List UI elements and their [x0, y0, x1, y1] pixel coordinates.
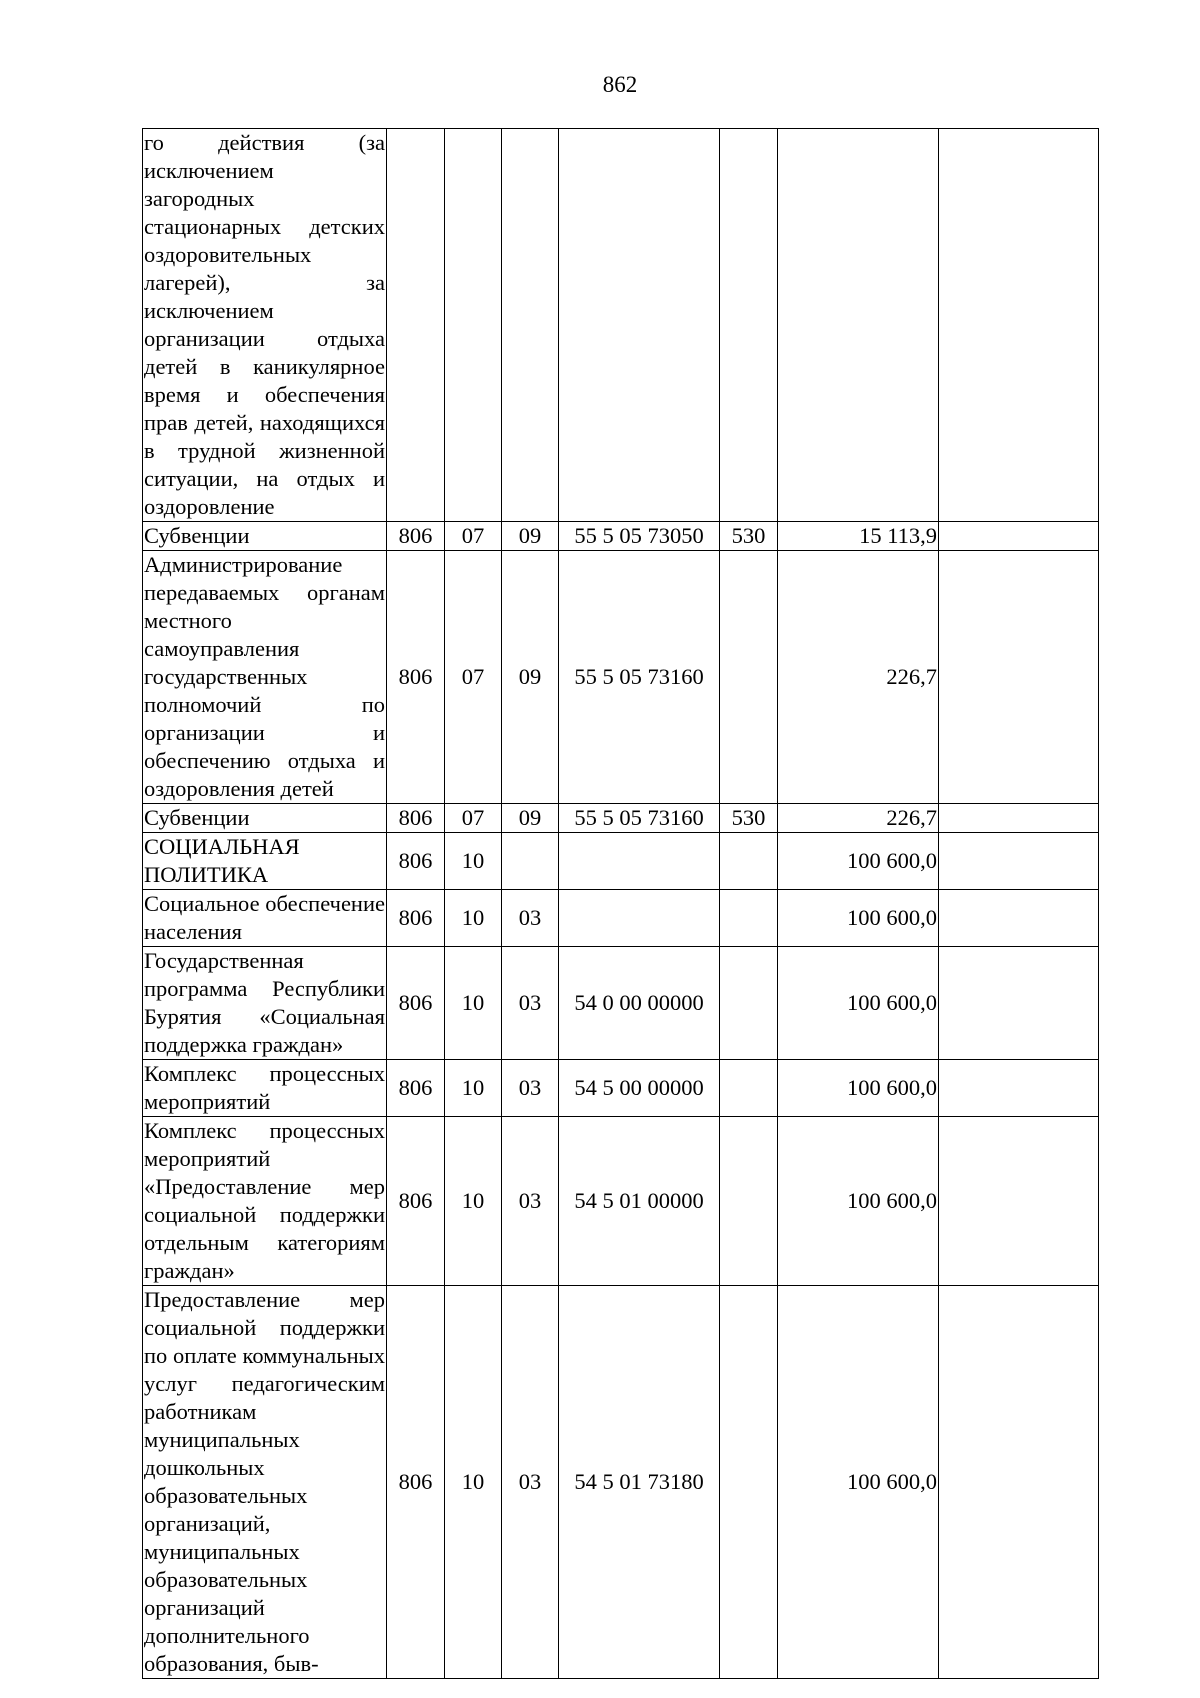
- cell-pr: [502, 833, 559, 890]
- table-row: [143, 129, 1099, 522]
- cell-ved: [387, 129, 445, 522]
- page-number: 862: [602, 72, 638, 97]
- cell-vr: [720, 129, 778, 522]
- cell-csr: 55 5 05 73160: [559, 551, 720, 804]
- cell-rz: 10: [445, 833, 502, 890]
- cell-vr: 530: [720, 522, 778, 551]
- cell-pr: 09: [502, 804, 559, 833]
- cell-ved: 806: [387, 1060, 445, 1117]
- cell-vr: [720, 1286, 778, 1679]
- cell-vr: [720, 947, 778, 1060]
- cell-rz: 07: [445, 551, 502, 804]
- cell-pr: 09: [502, 551, 559, 804]
- cell-extra: [939, 551, 1099, 804]
- cell-sum: 15 113,9: [778, 522, 939, 551]
- cell-sum: 226,7: [778, 804, 939, 833]
- cell-rz: 07: [445, 804, 502, 833]
- cell-ved: 806: [387, 947, 445, 1060]
- cell-pr: 03: [502, 890, 559, 947]
- row-name: Государственная программа Республики Бурятия «Социальная поддержка граждан»: [143, 947, 387, 1060]
- cell-ved: 806: [387, 551, 445, 804]
- cell-vr: [720, 551, 778, 804]
- cell-csr: 55 5 05 73160: [559, 804, 720, 833]
- cell-sum: 100 600,0: [778, 833, 939, 890]
- cell-sum: 100 600,0: [778, 1286, 939, 1679]
- cell-extra: [939, 129, 1099, 522]
- cell-sum: [778, 129, 939, 522]
- cell-rz: 10: [445, 890, 502, 947]
- cell-csr: 54 0 00 00000: [559, 947, 720, 1060]
- cell-pr: 03: [502, 947, 559, 1060]
- cell-extra: [939, 947, 1099, 1060]
- cell-sum: 226,7: [778, 551, 939, 804]
- table-row: [143, 833, 1099, 890]
- cell-csr: [559, 890, 720, 947]
- cell-pr: 09: [502, 522, 559, 551]
- row-name: го действия (за исключением загородных стационарных детских оздоровительных лагерей), за исключением организации отдыха детей в каникулярное время и обеспечения прав детей, находящихся в трудной жизненной ситуации, на отдых и оздоровление: [143, 129, 387, 522]
- cell-rz: 10: [445, 1117, 502, 1286]
- cell-ved: 806: [387, 890, 445, 947]
- cell-rz: 10: [445, 1286, 502, 1679]
- cell-csr: [559, 833, 720, 890]
- row-name: Комплекс процессных мероприятий: [143, 1060, 387, 1117]
- budget-table: [142, 128, 1099, 1679]
- cell-extra: [939, 522, 1099, 551]
- cell-csr: 55 5 05 73050: [559, 522, 720, 551]
- cell-extra: [939, 833, 1099, 890]
- cell-vr: [720, 833, 778, 890]
- cell-ved: 806: [387, 1286, 445, 1679]
- cell-vr: [720, 1117, 778, 1286]
- cell-sum: 100 600,0: [778, 1117, 939, 1286]
- row-name: Комплекс процессных мероприятий «Предоставление мер социальной поддержки отдельным категориям граждан»: [143, 1117, 387, 1286]
- cell-ved: 806: [387, 522, 445, 551]
- table-row: [143, 890, 1099, 947]
- table-row: [143, 947, 1099, 1060]
- cell-rz: 10: [445, 947, 502, 1060]
- cell-pr: 03: [502, 1117, 559, 1286]
- cell-sum: 100 600,0: [778, 890, 939, 947]
- row-name: Субвенции: [143, 804, 387, 833]
- row-name: СОЦИАЛЬНАЯ ПОЛИТИКА: [143, 833, 387, 890]
- cell-extra: [939, 890, 1099, 947]
- row-name: Администрирование передаваемых органам местного самоуправления государственных полномочий по организации и обеспечению отдыха и оздоровления детей: [143, 551, 387, 804]
- table-row: [143, 1286, 1099, 1679]
- cell-rz: [445, 129, 502, 522]
- cell-rz: 07: [445, 522, 502, 551]
- cell-ved: 806: [387, 1117, 445, 1286]
- cell-extra: [939, 1286, 1099, 1679]
- row-name: Предоставление мер социальной поддержки по оплате коммунальных услуг педагогическим работникам муниципальных дошкольных образовательных организаций, муниципальных образовательных организаций дополнительного образования, быв-: [143, 1286, 387, 1679]
- cell-ved: 806: [387, 804, 445, 833]
- cell-vr: [720, 1060, 778, 1117]
- table-row: [143, 1117, 1099, 1286]
- table-row: [143, 804, 1099, 833]
- cell-csr: [559, 129, 720, 522]
- cell-pr: 03: [502, 1286, 559, 1679]
- row-name: Субвенции: [143, 522, 387, 551]
- table-row: [143, 522, 1099, 551]
- row-name: Социальное обеспечение населения: [143, 890, 387, 947]
- cell-vr: 530: [720, 804, 778, 833]
- cell-sum: 100 600,0: [778, 1060, 939, 1117]
- cell-sum: 100 600,0: [778, 947, 939, 1060]
- cell-pr: 03: [502, 1060, 559, 1117]
- cell-extra: [939, 804, 1099, 833]
- table-row: [143, 1060, 1099, 1117]
- cell-extra: [939, 1060, 1099, 1117]
- cell-extra: [939, 1117, 1099, 1286]
- cell-csr: 54 5 01 73180: [559, 1286, 720, 1679]
- cell-pr: [502, 129, 559, 522]
- cell-csr: 54 5 01 00000: [559, 1117, 720, 1286]
- cell-vr: [720, 890, 778, 947]
- cell-rz: 10: [445, 1060, 502, 1117]
- cell-csr: 54 5 00 00000: [559, 1060, 720, 1117]
- cell-ved: 806: [387, 833, 445, 890]
- table-row: [143, 551, 1099, 804]
